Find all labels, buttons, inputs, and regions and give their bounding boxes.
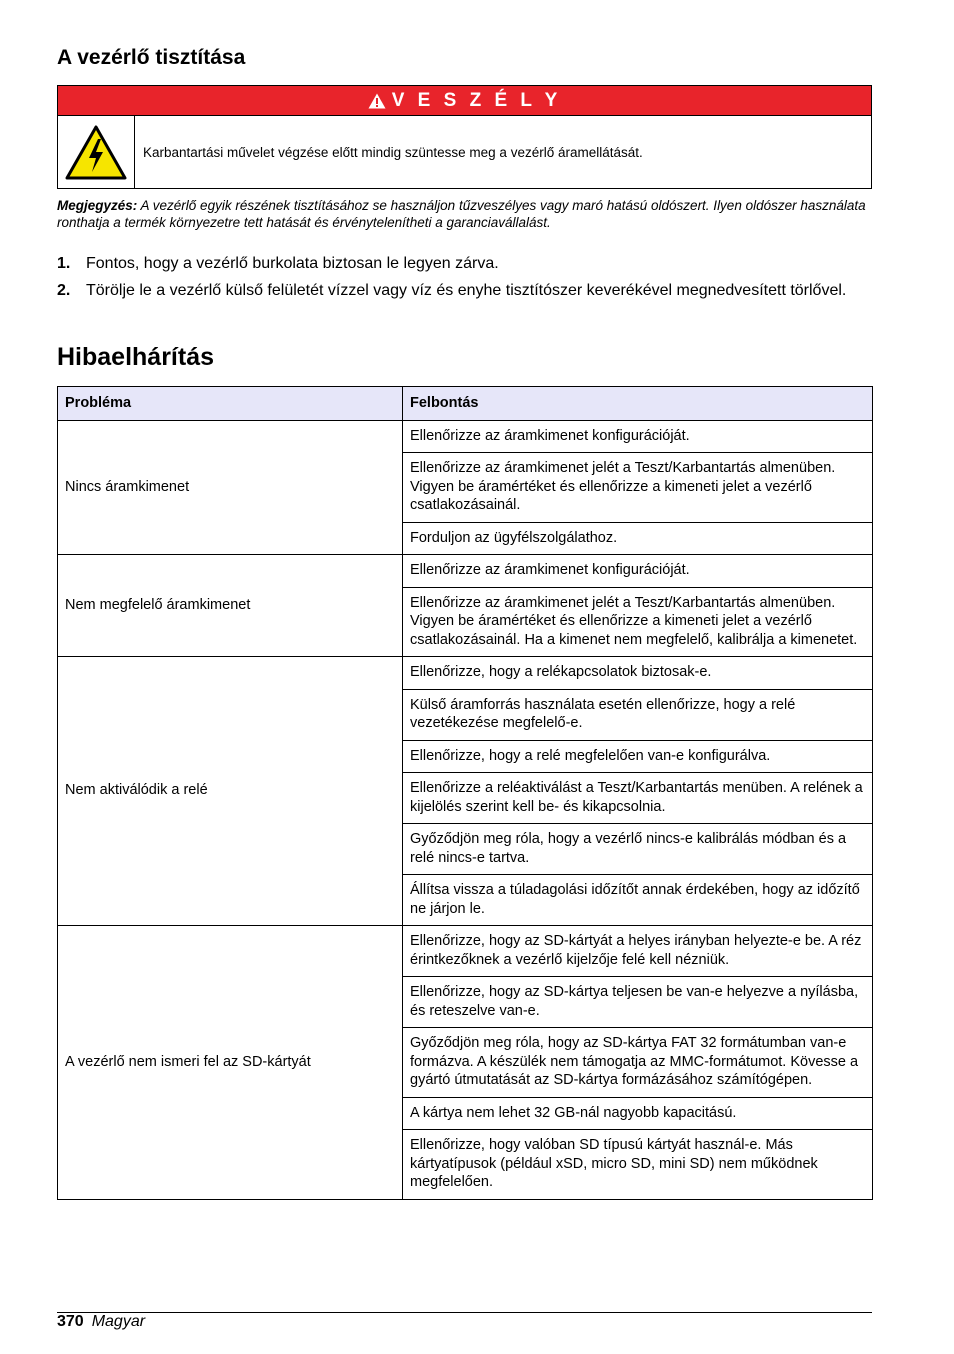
note [57, 197, 872, 231]
solution-cell: Ellenőrizze, hogy a relékapcsolatok biztosak-e. [403, 657, 873, 690]
solution-cell: Külső áramforrás használata esetén ellenőrizze, hogy a relé vezetékezése megfelelő-e. [403, 689, 873, 740]
column-header-problem: Probléma [58, 387, 403, 421]
electrical-hazard-icon-cell [58, 116, 135, 189]
danger-header [58, 86, 871, 116]
solution-cell: Ellenőrizze a reléaktiválást a Teszt/Karbantartás menüben. A relének a kijelölés szerint kell be- és kikapcsolnia. [403, 773, 873, 824]
solution-cell: Állítsa vissza a túladagolási időzítőt annak érdekében, hogy az időzítő ne járjon le. [403, 875, 873, 926]
solution-cell: Ellenőrizze, hogy valóban SD típusú kártyát használ-e. Más kártyatípusok (például xSD, micro SD, mini SD) nem működnek megfelelően. [403, 1130, 873, 1200]
step-number: 1. [57, 255, 71, 272]
warning-triangle-icon [368, 93, 386, 109]
list-item [57, 254, 872, 274]
table-row [58, 657, 873, 690]
step-text: Fontos, hogy a vezérlő burkolata biztosan le legyen zárva. [86, 255, 499, 272]
solution-cell: Ellenőrizze, hogy a relé megfelelően van-e konfigurálva. [403, 740, 873, 773]
solution-cell: Ellenőrizze az áramkimenet konfigurációját. [403, 420, 873, 453]
solution-cell: Győződjön meg róla, hogy az SD-kártya FAT 32 formátumban van-e formázva. A készülék nem támogatja az MMC-formátumot. Kövesse a gyártó útmutatását az SD-kártya formázásához számítógépen. [403, 1028, 873, 1098]
solution-cell: Győződjön meg róla, hogy a vezérlő nincs-e kalibrálás módban és a relé nincs-e tartva. [403, 824, 873, 875]
footer-divider [57, 1312, 872, 1313]
note-text: A vezérlő egyik részének tisztításához se használjon tűzveszélyes vagy maró hatású oldószert. Ilyen oldószer használata ronthatja a termék környezetre tett hatását és érvénytelenítheti a garanciavállalást. [57, 198, 866, 230]
note-label: Megjegyzés: [57, 198, 138, 213]
solution-cell: Ellenőrizze az áramkimenet jelét a Teszt/Karbantartás almenüben. Vigyen be áramértéket és ellenőrizze a kimeneti jelet a vezérlő csatlakozásainál. [403, 453, 873, 523]
table-row [58, 926, 873, 977]
table-header-row [58, 387, 873, 421]
solution-cell: Forduljon az ügyfélszolgálathoz. [403, 522, 873, 555]
danger-notice [57, 85, 872, 189]
section-title-troubleshooting: Hibaelhárítás [57, 343, 215, 371]
table-row [58, 420, 873, 453]
solution-cell: Ellenőrizze, hogy az SD-kártyát a helyes irányban helyezte-e be. A réz érintkezőknek a vezérlő kijelzője felé kell nézniük. [403, 926, 873, 977]
column-header-solution: Felbontás [403, 387, 873, 421]
footer-language: Magyar [91, 1313, 146, 1330]
step-text: Törölje le a vezérlő külső felületét vízzel vagy víz és enyhe tisztítószer keverékével megnedvesített törlővel. [86, 282, 847, 299]
section-title-cleaning: A vezérlő tisztítása [57, 46, 246, 69]
solution-cell: Ellenőrizze az áramkimenet konfigurációját. [403, 555, 873, 588]
page-number: 370 [57, 1313, 84, 1330]
problem-cell: Nincs áramkimenet [58, 420, 403, 555]
cleaning-steps [57, 254, 872, 308]
troubleshooting-table [57, 386, 873, 1200]
problem-cell: Nem megfelelő áramkimenet [58, 555, 403, 657]
list-item [57, 281, 872, 301]
danger-label: V E S Z É L Y [391, 89, 562, 111]
solution-cell: Ellenőrizze az áramkimenet jelét a Teszt/Karbantartás almenüben. Vigyen be áramértéket és ellenőrizze a kimeneti jelet a vezérlő csatlakozásainál. Ha a kimenet nem megfelelő, kalibrálja a kimenetet. [403, 587, 873, 657]
problem-cell: Nem aktiválódik a relé [58, 657, 403, 926]
electrical-hazard-icon [65, 125, 127, 181]
table-row [58, 555, 873, 588]
step-number: 2. [57, 282, 71, 299]
danger-text: Karbantartási művelet végzése előtt mindig szüntesse meg a vezérlő áramellátását. [143, 145, 643, 160]
problem-cell: A vezérlő nem ismeri fel az SD-kártyát [58, 926, 403, 1200]
solution-cell: Ellenőrizze, hogy az SD-kártya teljesen be van-e helyezve a nyílásba, és reteszelve van-e. [403, 977, 873, 1028]
solution-cell: A kártya nem lehet 32 GB-nál nagyobb kapacitású. [403, 1097, 873, 1130]
page-footer [57, 1313, 145, 1331]
